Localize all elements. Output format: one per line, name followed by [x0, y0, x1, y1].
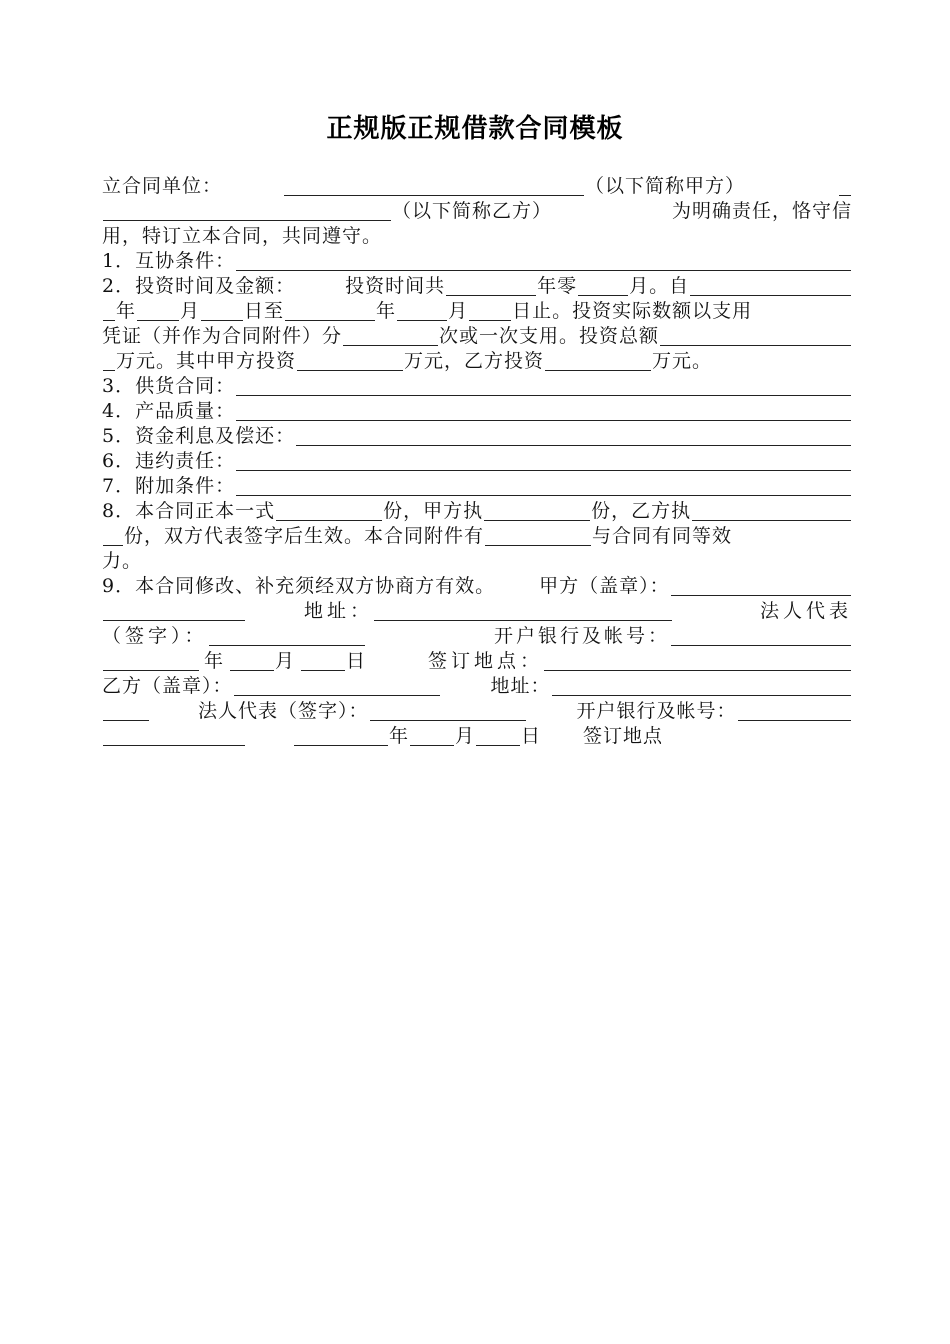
bank-account-label: 开户银行及帐号： [493, 625, 670, 647]
bank-account-blank-cont [103, 653, 199, 671]
text-line [102, 349, 852, 374]
clause-text: 万元。其中甲方投资 [116, 350, 297, 372]
clause-5 [102, 424, 852, 449]
legal-rep-signature-label: 法人代表（签字）： [198, 700, 369, 722]
clause-label: 8．本合同正本一式 [102, 500, 276, 522]
clause-label: 9．本合同修改、补充须经双方协商方有效。 [102, 575, 496, 597]
clause-label: 7．附加条件： [102, 475, 236, 497]
bank-account-label: 开户银行及帐号： [576, 700, 737, 722]
clause-text: 月 [448, 300, 469, 322]
day-label: 日 [521, 725, 542, 747]
clause-label: 4．产品质量： [102, 400, 236, 422]
attachments-blank [485, 528, 591, 546]
text-line [102, 224, 852, 249]
clause-blank [236, 253, 851, 271]
day-blank [301, 653, 345, 671]
clause-label: 6．违约责任： [102, 450, 236, 472]
party-b-name-blank [839, 178, 851, 196]
party-b-note: （以下简称乙方） [392, 200, 553, 222]
address-blank [374, 603, 672, 621]
clause-text: 年 [116, 300, 137, 322]
clause-text: 日止。投资实际数额以支用 [512, 300, 753, 322]
month-blank [410, 728, 454, 746]
address-blank-cont [103, 703, 149, 721]
party-b-seal-label: 乙方（盖章）： [102, 675, 233, 697]
clause-8 [102, 499, 852, 524]
text-line [102, 324, 852, 349]
address-label: 地址： [490, 675, 551, 697]
clause-blank [236, 478, 851, 496]
clause-label: 2．投资时间及金额： [102, 275, 296, 297]
signature-label: （签字）： [102, 625, 208, 647]
text-line [102, 174, 852, 199]
month-label: 月 [455, 725, 476, 747]
party-a-invest-blank [297, 353, 403, 371]
month-label: 月 [275, 650, 296, 672]
contract-party-label: 立合同单位： [102, 175, 223, 197]
signing-place-label: 签订地点： [428, 650, 544, 672]
clause-text: 年零 [537, 275, 578, 297]
party-b-copies-blank-cont [103, 528, 123, 546]
year-blank [294, 728, 388, 746]
signature-blank [209, 628, 365, 646]
clause-label: 5．资金利息及偿还： [102, 425, 296, 447]
start-year-blank-cont [103, 303, 115, 321]
clause-text: 与合同有同等效 [592, 525, 733, 547]
start-year-blank [690, 278, 851, 296]
clause-text: 次或一次支用。投资总额 [439, 325, 660, 347]
party-a-seal-blank [671, 578, 851, 596]
party-a-note: （以下简称甲方） [585, 175, 746, 197]
clause-text: 凭证（并作为合同附件）分 [102, 325, 343, 347]
clause-blank [236, 378, 851, 396]
clause-label: 3．供货合同： [102, 375, 236, 397]
clause-text: 份，乙方执 [591, 500, 692, 522]
contract-body [102, 174, 852, 749]
text-line [102, 599, 852, 624]
text-line [102, 699, 852, 724]
day-blank [476, 728, 520, 746]
clause-2 [102, 274, 852, 299]
party-b-copies-blank [692, 503, 851, 521]
text-line [102, 199, 852, 224]
party-a-seal-blank-cont [103, 603, 245, 621]
installments-blank [343, 328, 438, 346]
clause-label: 1．互协条件： [102, 250, 236, 272]
copies-blank [276, 503, 382, 521]
clause-text: 份，甲方执 [383, 500, 484, 522]
start-month-blank [137, 303, 179, 321]
text-line [102, 649, 852, 674]
bank-account-blank-cont [103, 728, 245, 746]
intro-text-cont: 用，特订立本合同，共同遵守。 [102, 225, 383, 247]
clause-text: 万元。 [652, 350, 713, 372]
months-blank [578, 278, 628, 296]
text-line [102, 724, 852, 749]
clause-text: 年 [376, 300, 397, 322]
clause-text: 日至 [244, 300, 285, 322]
clause-1 [102, 249, 852, 274]
clause-text: 万元，乙方投资 [404, 350, 545, 372]
signing-place-blank [544, 653, 851, 671]
text-line [102, 524, 852, 549]
text-line [102, 624, 852, 649]
year-label: 年 [204, 650, 225, 672]
years-blank [446, 278, 536, 296]
document-title: 正规版正规借款合同模板 [326, 114, 624, 144]
clause-7 [102, 474, 852, 499]
signing-place-label: 签订地点 [583, 725, 664, 747]
signature-blank [370, 703, 526, 721]
bank-account-blank [671, 628, 851, 646]
text-line [102, 549, 852, 574]
end-month-blank [397, 303, 447, 321]
legal-rep-label: 法人代表 [759, 600, 852, 622]
bank-account-blank [738, 703, 851, 721]
clause-blank [236, 453, 851, 471]
clause-text: 月 [180, 300, 201, 322]
clause-text: 力。 [102, 550, 143, 572]
clause-9 [102, 574, 852, 599]
end-day-blank [469, 303, 511, 321]
year-label: 年 [389, 725, 410, 747]
party-a-copies-blank [484, 503, 590, 521]
total-amount-blank-cont [103, 353, 115, 371]
party-b-invest-blank [545, 353, 651, 371]
address-blank [552, 678, 851, 696]
clause-text: 份，双方代表签字后生效。本合同附件有 [124, 525, 485, 547]
day-label: 日 [346, 650, 367, 672]
total-amount-blank [660, 328, 851, 346]
start-day-blank [201, 303, 243, 321]
party-a-name-blank [284, 178, 584, 196]
clause-text: 月。自 [629, 275, 690, 297]
clause-blank [236, 403, 851, 421]
clause-6 [102, 449, 852, 474]
end-year-blank [285, 303, 375, 321]
month-blank [230, 653, 274, 671]
clause-3 [102, 374, 852, 399]
address-label: 地址： [304, 600, 374, 622]
party-b-seal-blank [234, 678, 440, 696]
text-line [102, 674, 852, 699]
text-line [102, 299, 852, 324]
clause-text: 投资时间共 [345, 275, 446, 297]
clause-blank [296, 428, 851, 446]
clause-4 [102, 399, 852, 424]
party-a-seal-label: 甲方（盖章）： [539, 575, 670, 597]
intro-text: 为明确责任，恪守信 [671, 200, 852, 222]
party-b-name-blank-cont [103, 203, 391, 221]
